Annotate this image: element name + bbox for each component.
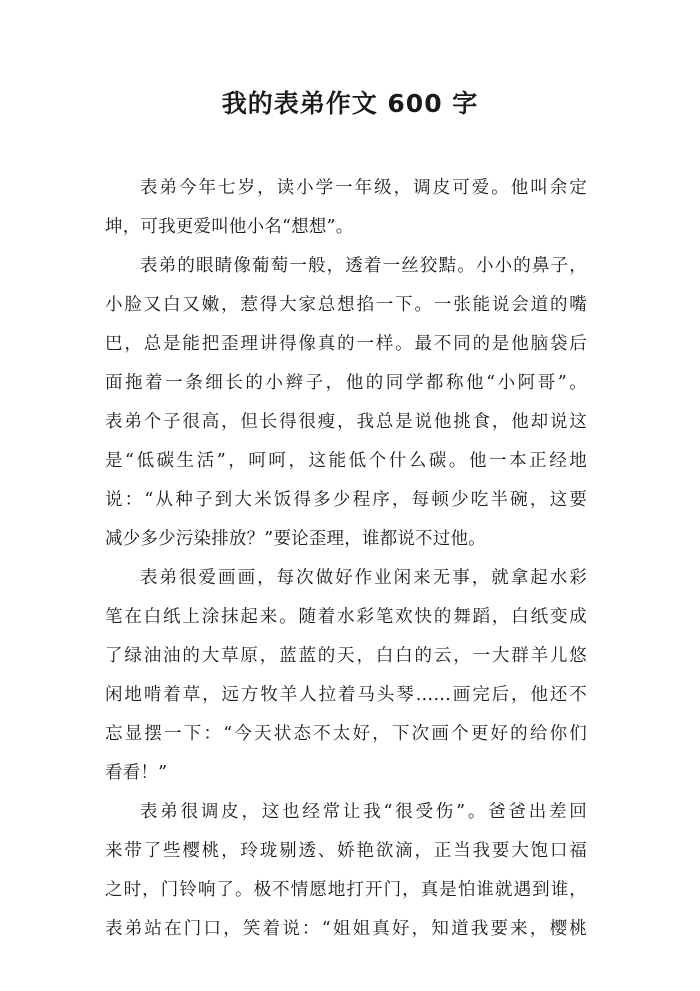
body-line: 面拖着一条细长的小辫子，他的同学都称他“小阿哥”。: [105, 373, 587, 393]
body-line: 表弟个子很高，但长得很瘦，我总是说他挑食，他却说这: [105, 412, 587, 432]
body-line: 是“低碳生活”，呵呵，这能低个什么碳。他一本正经地: [105, 451, 587, 471]
body-line: 坤，可我更爱叫他小名“想想”。: [105, 217, 354, 237]
body-line: 表弟很爱画画，每次做好作业闲来无事，就拿起水彩: [140, 568, 587, 588]
body-line: 来带了些樱桃，玲珑剔透、娇艳欲滴，正当我要大饱口福: [105, 841, 587, 861]
body-line: 之时，门铃响了。极不情愿地打开门，真是怕谁就遇到谁，: [105, 880, 587, 900]
body-line: 看看！”: [105, 763, 168, 783]
body-line: 表弟很调皮，这也经常让我“很受伤”。爸爸出差回: [140, 802, 587, 822]
body-line: 笔在白纸上涂抹起来。随着水彩笔欢快的舞蹈，白纸变成: [105, 607, 587, 627]
body-line: 表弟站在门口，笑着说：“姐姐真好，知道我要来，樱桃: [105, 919, 587, 939]
body-line: 忘显摆一下：“今天状态不太好，下次画个更好的给你们: [105, 724, 587, 744]
body-line: 巴，总是能把歪理讲得像真的一样。最不同的是他脑袋后: [105, 334, 587, 354]
document-title: 我的表弟作文 600 字: [221, 89, 479, 118]
body-line: 小脸又白又嫩，惹得大家总想掐一下。一张能说会道的嘴: [105, 295, 587, 315]
body-line: 说：“从种子到大米饭得多少程序，每顿少吃半碗，这要: [105, 490, 587, 510]
body-line: 减少多少污染排放？”要论歪理，谁都说不过他。: [105, 529, 486, 549]
body-line: 闲地啃着草，远方牧羊人拉着马头琴……画完后，他还不: [105, 685, 587, 705]
body-line: 表弟的眼睛像葡萄一般，透着一丝狡黠。小小的鼻子，: [140, 256, 587, 276]
document-body: [105, 169, 587, 949]
body-line: 表弟今年七岁，读小学一年级，调皮可爱。他叫余定: [140, 178, 587, 198]
body-line: 了绿油油的大草原，蓝蓝的天，白白的云，一大群羊儿悠: [105, 646, 587, 666]
